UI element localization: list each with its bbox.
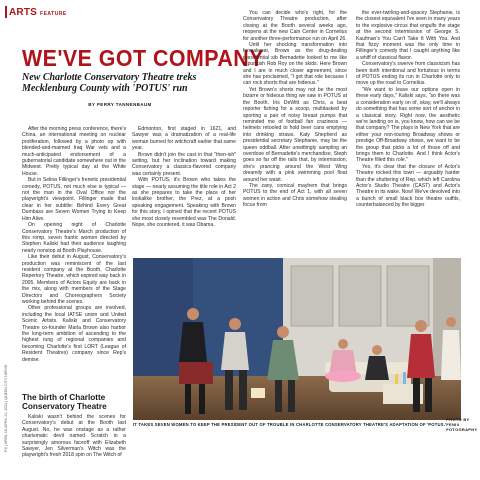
section-rule — [5, 6, 7, 18]
photo-caption-bar — [133, 416, 478, 432]
byline: BY PERRY TANNENBAUM — [88, 102, 152, 107]
section-tag — [5, 4, 67, 20]
paragraph: Other professional groups are involved, including the local IATSE union and United Scenic Artists. Kaliski and Conservatory Theatre co-founder Marla Brown also harbor the long-term ambition of ascending to the highest rung of regional companies and becoming Charlotte's first LORT (League of Resident Theatres) company since Rep's demise. — [22, 305, 126, 363]
production-photo — [133, 258, 461, 420]
paragraph: On opening night of Charlotte Conservatory Theatre's March production of this romp, seven frantic women directed by Stephen Kaliski had their audience laughing nearly nonstop at Booth Playhouse. — [22, 222, 126, 254]
body-column-1-continued — [22, 414, 126, 459]
paragraph: Conservatory's swerve from classicism has been both intentional and fortuitous in terms of POTUS ending its run in Charlotte only to move up the road to Cornelius. — [356, 61, 460, 87]
paragraph: Yes, it's clear that the closure of Actor's Theatre rocked this town — arguably harder than the shuttering of Rep, which left Carolina Actor's Studio Theatre (CAST) and Actor's Theatre in its wake. Now! We've devolved into a bunch of small black box theatre outfits, counterbalanced by the bigger — [356, 163, 460, 209]
body-column-2 — [132, 126, 236, 229]
paragraph: The zany, comical mayhem that brings POTUS to the end of Act 1, with all seven women in action and Chris somehow stealing focus from — [243, 182, 347, 209]
paragraph: But in Selina Fillinger's frenetic presidential comedy, POTUS, not much else is typical — not the man in the Oval Office nor the playwright's viewpoint. Fillinger made that clear in her subtitle: Behind Every Great Dumbass are Seven Women Trying to Keep Him Alive. — [22, 177, 126, 222]
paragraph: Until her shocking transformation into formalwear, Brown as the drug-dealing presidential sib Bernadette looked to me like a punkish Rob Roy on the skids. Here Brown and I are in much closer agreement, since she has proclaimed, "I got that role because I can rock shorts that are hideous." — [243, 42, 347, 87]
page-folio: P.8 | APRIL 18-APRIL 24, 2024 | QUEEN CITY NERVE — [4, 364, 8, 452]
stage-scene-illustration — [133, 258, 461, 420]
photo-credit: PHOTO BY FENIX FOTOGRAPHY — [446, 416, 478, 432]
body-column-3 — [243, 10, 347, 209]
section-subsection: FEATURE — [40, 10, 67, 17]
section-name: ARTS — [9, 6, 38, 18]
paragraph: With POTUS, it's Brown who takes the stage — nearly assuming the title role in Act 2 as she prepares to take the place of her lookalike brother, the Prez, at a posh speaking engagement. Speaking with Brown for this story, I opined that the recent POTUS she most closely resembled was The Donald. Nope, she countered, it was Obama. — [132, 177, 236, 229]
paragraph: "We want to leave our options open in these early days," Kaliski says, "so there was a consideration early on of, okay, we'll always do something that has some sort of anchor in a classical story. Right now, the aesthetic we're landing on is, you know, how can we be that company? The plays in New York that are either your non-touring Broadway shows or prestige Off-Broadway shows, we want to be the group that picks a lot of those off and brings them to Charlotte. And I think Actor's Theatre filled this role." — [356, 86, 460, 164]
headline: WE'VE GOT COMPANY — [22, 45, 264, 71]
deck: New Charlotte Conservatory Theatre treks Mecklenburg County with 'POTUS' run — [22, 72, 197, 94]
body-column-1 — [22, 126, 126, 363]
photo-caption: IT TAKES SEVEN WOMEN TO KEEP THE PRESIDENT OUT OF TROUBLE IN CHARLOTTE CONSERVATORY THEATRE'S ADAPTATION OF 'POTUS.' — [133, 421, 447, 427]
paragraph: Edmonton, first staged in 1621, and Sawyer was a dramatization of a real-life woman burned for witchcraft earlier that same year. — [132, 126, 236, 152]
paragraph: After the morning press conference, there's China, an international meeting on nuclear proliferation, followed by a photo op with blended-and-maimed Iraq War vets and a much-anticipated endorsement of a gubernatorial candidate somewhere out in the Midwest. Pretty typical day at the White House. — [22, 126, 126, 177]
body-column-4 — [356, 10, 460, 209]
paragraph: Yet Brown's shorts may not be the most bizarre or hideous thing we saw in POTUS at the Booth. Iris DeWitt as Chris, a beat reporter fishing for a scoop, multitasked by sporting a pair of noisy breast pumps that reminded me of football fan craziness — helmets retooled to hold beer cans emptying into drinking straws. Katy Shepherd as presidential secretary Stephanie, may be the queen oddball. After unwittingly sampling an overdose of Bernadette's merchandise, Steph goes so far off the rails that, by intermission, she's prancing around the West Wing dreamily with a pink swimming pool float around her waist. — [243, 86, 347, 183]
paragraph: Brown didn't join the cast in that "then-ish" setting, but her inclination toward making Conservatory a classics-flavored company was certainly present. — [132, 151, 236, 177]
paragraph: Kaliski wasn't behind the scenes for Conservatory's debut at the Booth last August. No, he was onstage as a rather charismatic devil named Scratch in a surprisingly amorous faceoff with Elizabeth Sawyer, Jen Silverman's Witch was the playwright's fresh 2018 spin on The Witch of — [22, 414, 126, 459]
paragraph: You can decide who's right, for the Conservatory Theatre production, after closing at the Booth several weeks ago, reopens at the new Cain Center in Cornelius for another three-performance run on April 26. — [243, 10, 347, 42]
section-subhead: The birth of Charlotte Conservatory Theatre — [22, 393, 107, 411]
paragraph: Like their debut in August, Conservatory's production was reminiscent of the last resident company at the Booth, Charlotte Repertory Theatre, which expired way back in 2005. Members of Actors Equity are back in the mix, along with members of the Stage Directors and Choreographers Society working behind the scenes. — [22, 254, 126, 305]
paragraph: the ever-twirling-and-spacey Stephanie, is the closest equivalent I've seen in many years to the explosive circus that engulfs the stage at the second intermission of George S. Kaufman's You Can't Take It With You. And that fizzy moment was the only time in Fillinger's comedy that I caught anything like a whiff of classical flavor. — [356, 10, 460, 61]
